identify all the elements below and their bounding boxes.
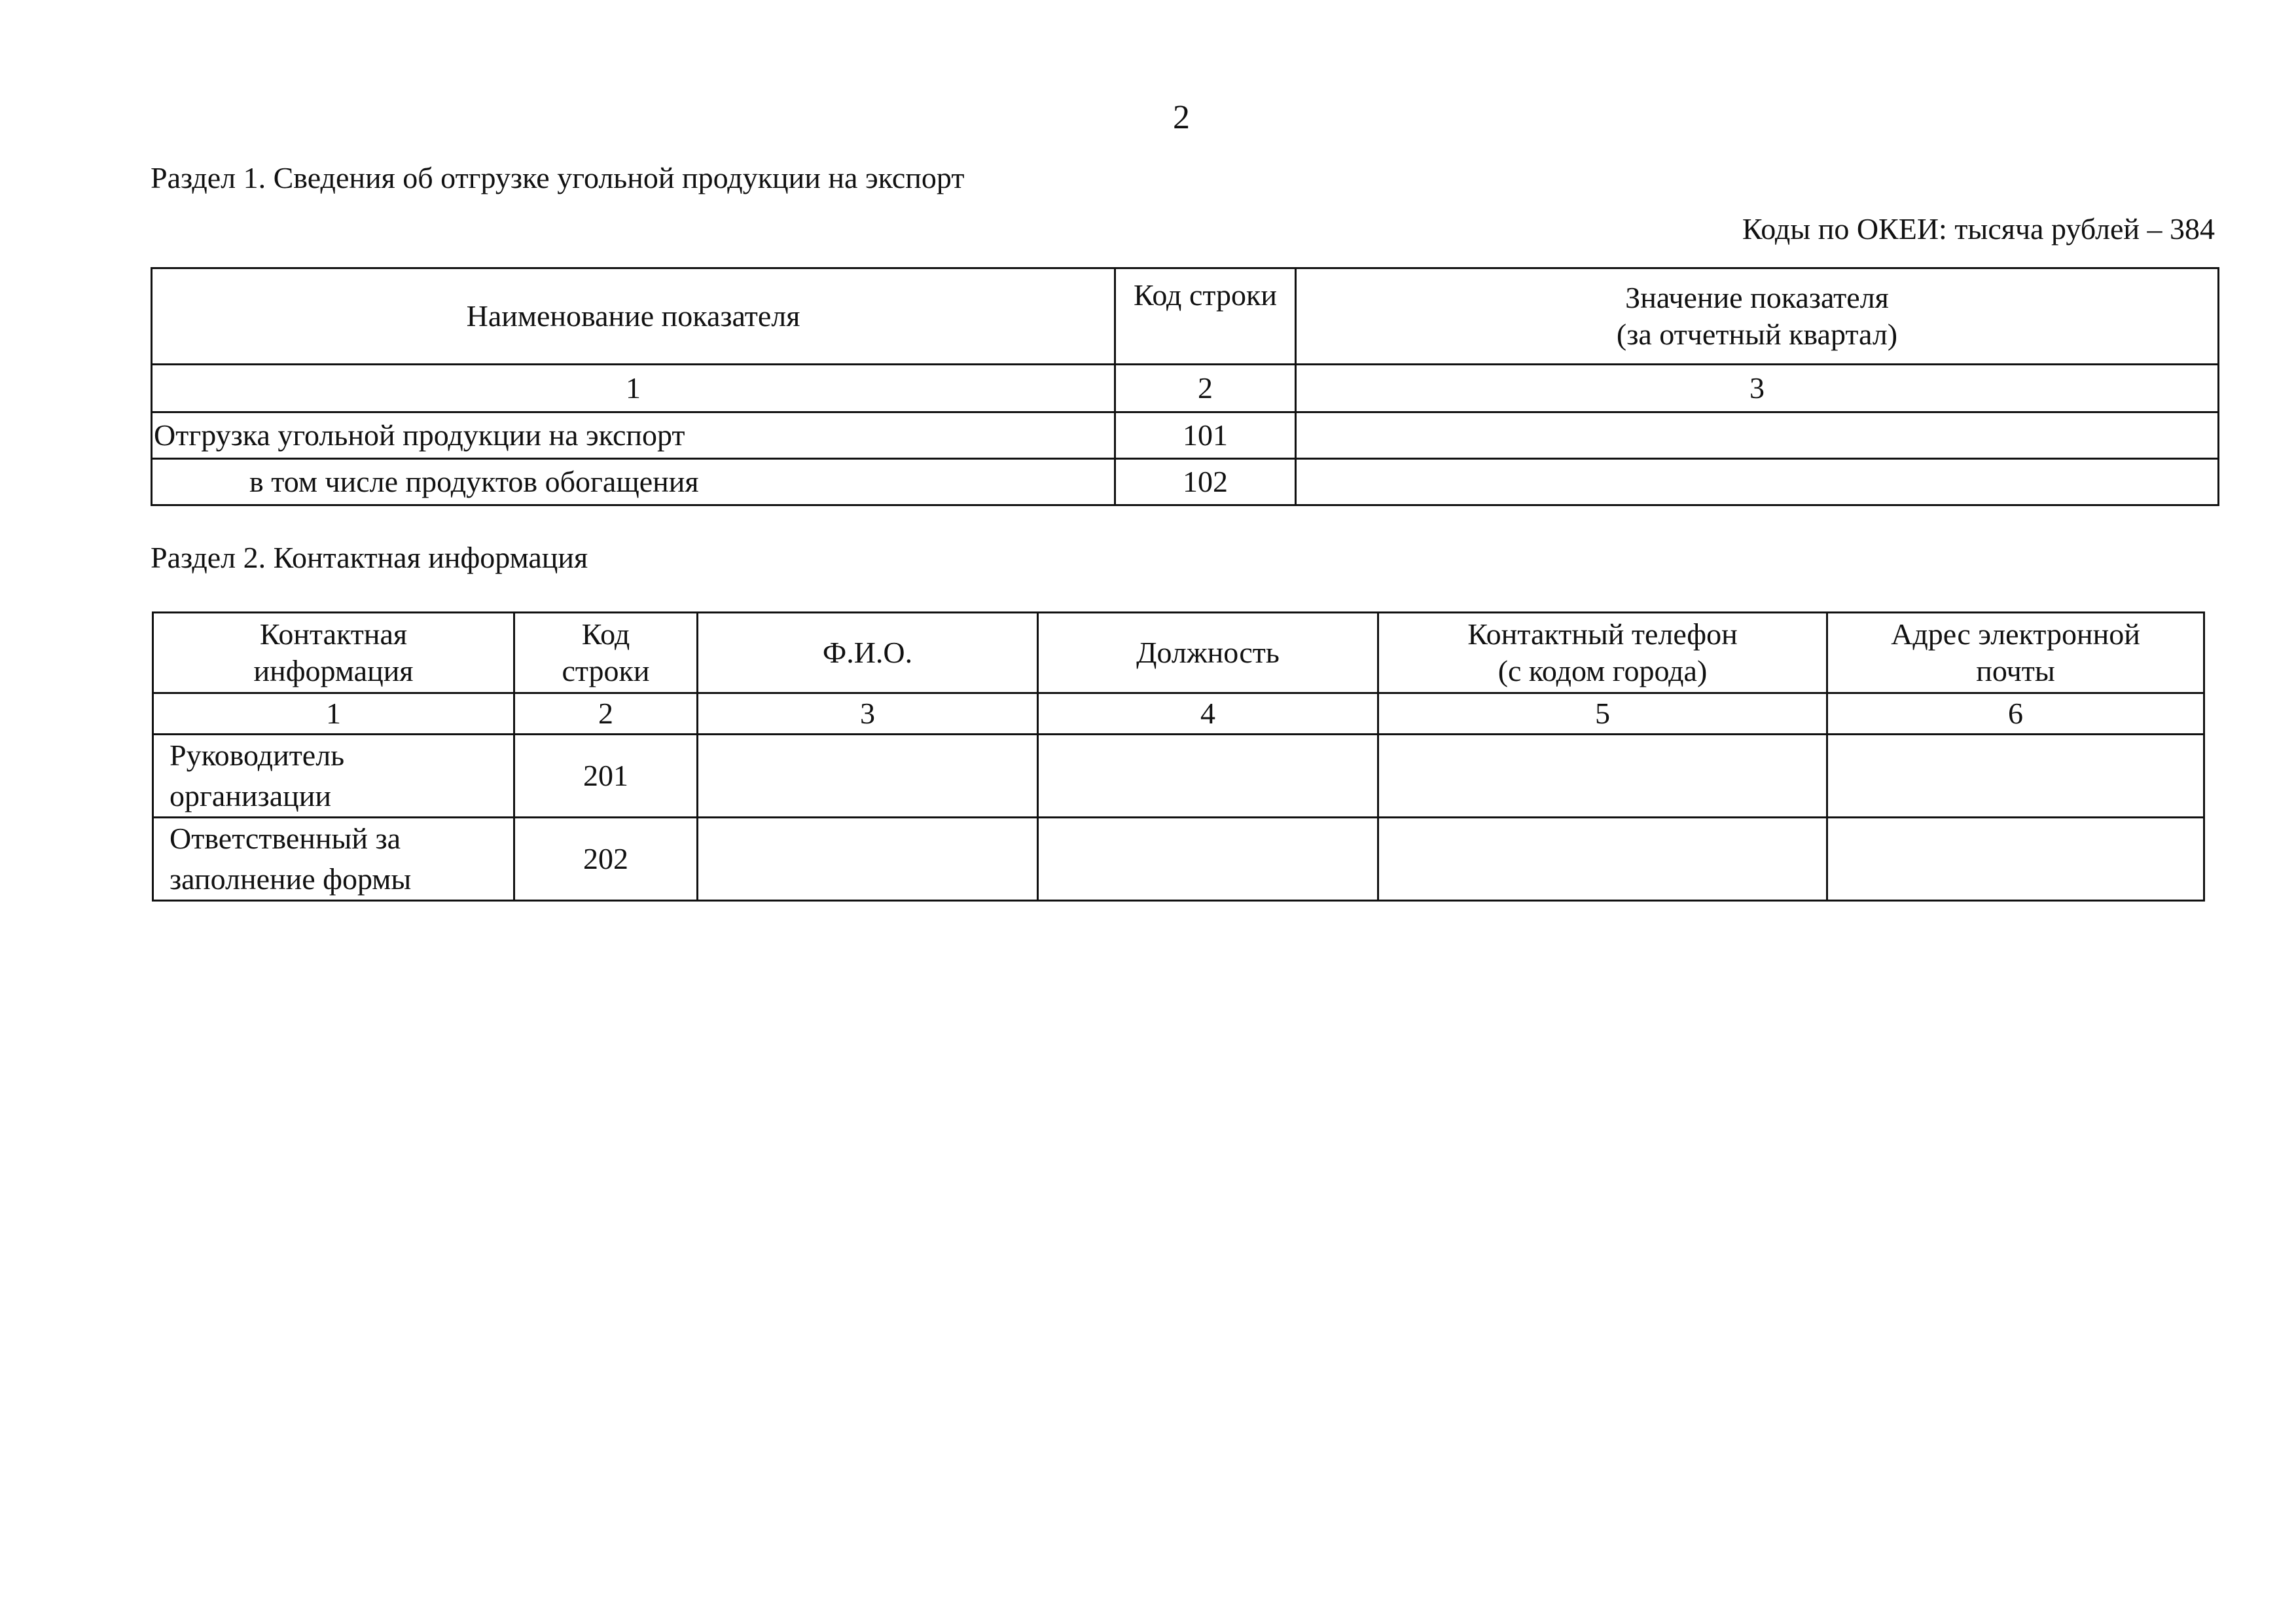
table-row [152,459,2219,505]
header-fio: Ф.И.О. [698,613,1038,693]
column-number: 4 [1038,693,1378,735]
header-line: Адрес электронной [1891,617,2140,651]
contact-role-label [153,818,514,901]
row-code: 101 [1115,412,1296,459]
phone-cell[interactable] [1378,818,1827,901]
role-label-line: заполнение формы [170,862,412,896]
column-number: 3 [698,693,1038,735]
email-cell[interactable] [1827,818,2204,901]
section1-table [151,267,2219,506]
column-number: 1 [153,693,514,735]
header-indicator-name: Наименование показателя [152,268,1115,365]
okei-codes: Коды по ОКЕИ: тысяча рублей – 384 [1742,212,2215,246]
header-row-code: Код строки [1115,268,1296,365]
contact-role-label [153,735,514,818]
row-code: 202 [514,818,698,901]
section2-header-row [153,613,2204,693]
section2-title: Раздел 2. Контактная информация [151,541,588,574]
header-line: строки [562,654,650,687]
header-indicator-value [1296,268,2219,365]
fio-cell[interactable] [698,735,1038,818]
email-cell[interactable] [1827,735,2204,818]
section1-title: Раздел 1. Сведения об отгрузке угольной продукции на экспорт [151,161,965,194]
header-phone [1378,613,1827,693]
header-row-code [514,613,698,693]
position-cell[interactable] [1038,735,1378,818]
table-row [153,818,2204,901]
header-position: Должность [1038,613,1378,693]
section2-column-number-row [153,693,2204,735]
table-row [153,735,2204,818]
header-contact-info [153,613,514,693]
role-label-line: Руководитель [170,739,345,772]
column-number: 2 [514,693,698,735]
section1-header-row [152,268,2219,365]
header-line: Код [581,617,630,651]
header-line: информация [253,654,414,687]
role-label-line: Ответственный за [170,822,401,855]
column-number: 2 [1115,365,1296,412]
column-number: 6 [1827,693,2204,735]
header-line: почты [1976,654,2055,687]
indicator-name: в том числе продуктов обогащения [152,459,1115,505]
column-number: 5 [1378,693,1827,735]
header-indicator-value-line1: Значение показателя [1625,281,1889,314]
header-line: (с кодом города) [1498,654,1708,687]
row-code: 102 [1115,459,1296,505]
column-number: 1 [152,365,1115,412]
header-indicator-value-line2: (за отчетный квартал) [1616,318,1898,351]
indicator-value-cell[interactable] [1296,459,2219,505]
indicator-name: Отгрузка угольной продукции на экспорт [152,412,1115,459]
header-line: Контактная [259,617,408,651]
indicator-value-cell[interactable] [1296,412,2219,459]
fio-cell[interactable] [698,818,1038,901]
position-cell[interactable] [1038,818,1378,901]
phone-cell[interactable] [1378,735,1827,818]
section1-column-number-row [152,365,2219,412]
table-row [152,412,2219,459]
role-label-line: организации [170,779,331,812]
column-number: 3 [1296,365,2219,412]
row-code: 201 [514,735,698,818]
section2-table [152,611,2205,902]
header-line: Контактный телефон [1467,617,1738,651]
page-number: 2 [1173,99,1190,136]
header-email [1827,613,2204,693]
